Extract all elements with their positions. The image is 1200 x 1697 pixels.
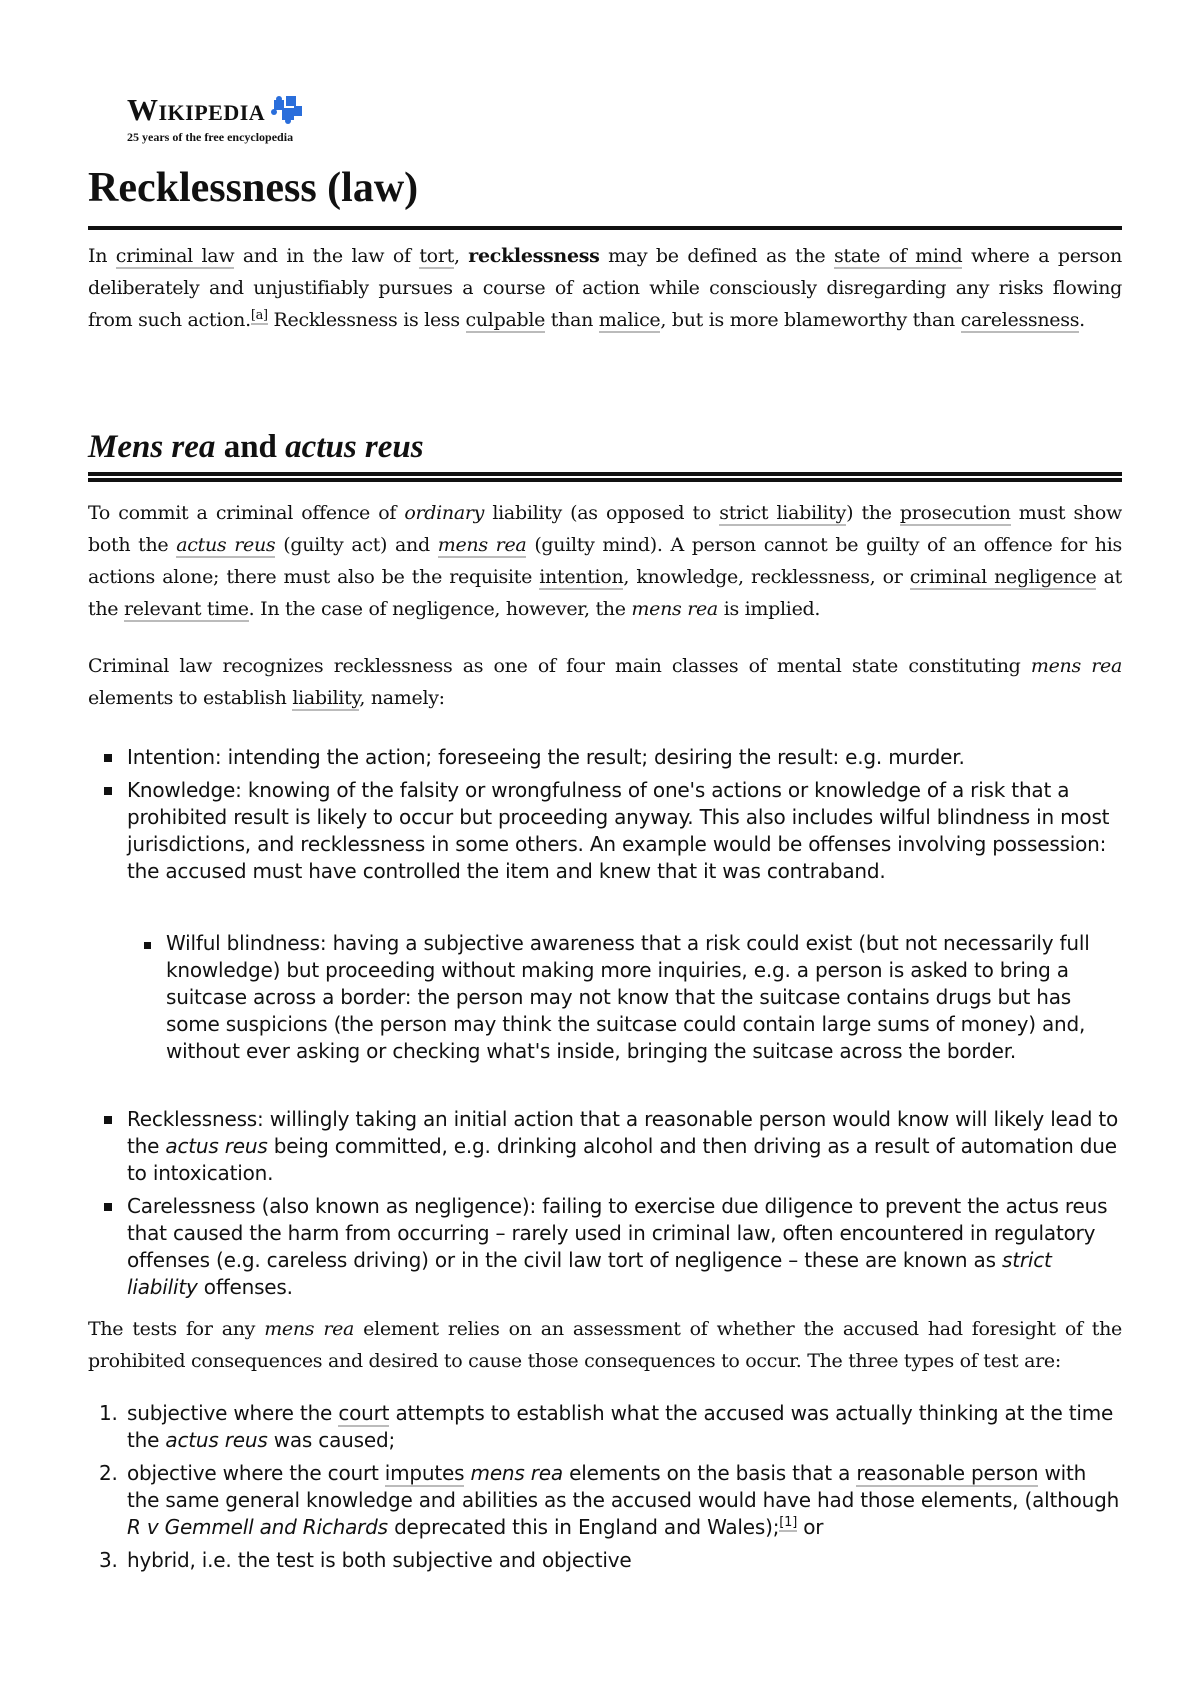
bullet-icon xyxy=(104,1116,112,1124)
link-court[interactable]: court xyxy=(338,1401,390,1425)
paragraph-actus-reus: To commit a criminal offence of ordinary liability (as opposed to strict liability) the prosecution must show both the actus reus (guilty act) and mens rea (guilty mind). A person cannot be guilty of an offence for his actions alone; there must also be the requisite intention, knowledge, recklessness, or criminal negligence at the relevant time. In the case of negligence, however, the mens rea is implied. xyxy=(88,502,1122,620)
link-carelessness[interactable]: carelessness xyxy=(960,309,1080,331)
puzzle-globe-icon xyxy=(268,92,304,128)
bullet-icon xyxy=(144,942,151,949)
list-item: 2. objective where the court imputes mens rea elements on the basis that a reasonable person with the same general knowledge and abilities as the accused would have had those elements, (although R v Gemmell and Richards deprecated this in England and Wales);[1] or xyxy=(99,1461,1120,1539)
list-item: 3. hybrid, i.e. the test is both subjective and objective xyxy=(99,1548,632,1572)
link-mens-rea[interactable]: mens rea xyxy=(437,534,527,556)
logo-wordmark: Wikipedia xyxy=(127,92,266,127)
list-item: Intention: intending the action; foreseeing the result; desiring the result: e.g. murder. xyxy=(127,744,1122,771)
link-imputes[interactable]: imputes xyxy=(384,1461,465,1485)
list-item: Carelessness (also known as negligence): failing to exercise due diligence to prevent the actus reus that caused the harm from occurring – rarely used in criminal law, often encountered in regulatory offenses (e.g. careless driving) or in the civil law tort of negligence – these are known as strict liability offenses. xyxy=(127,1193,1122,1301)
link-tort[interactable]: tort xyxy=(419,245,454,267)
paragraph-tests: The tests for any mens rea element relies on an assessment of whether the accused had foresight of the prohibited consequences and desired to cause those consequences to occur. The three types of test are: xyxy=(88,1318,1123,1372)
link-actus-reus[interactable]: actus reus xyxy=(176,534,276,556)
test-types-list xyxy=(99,1400,1122,1580)
page-title: Recklessness (law) xyxy=(88,165,419,211)
bullet-icon xyxy=(104,1203,112,1211)
mental-state-list xyxy=(127,744,1122,897)
mental-state-list-continued xyxy=(127,1106,1122,1307)
list-item: Recklessness: willingly taking an initial action that a reasonable person would know will likely lead to the actus reus being committed, e.g. drinking alcohol and then driving as a result of automation due to intoxication. xyxy=(127,1106,1122,1187)
link-culpable[interactable]: culpable xyxy=(465,309,546,331)
link-malice[interactable]: malice xyxy=(598,309,661,331)
link-strict-liability[interactable]: strict liability xyxy=(719,502,847,524)
link-criminal-law[interactable]: criminal law xyxy=(115,245,235,267)
paragraph-classes: Criminal law recognizes recklessness as one of four main classes of mental state constituting mens rea elements to establish liability, namely: xyxy=(88,655,1123,709)
list-item: Wilful blindness: having a subjective awareness that a risk could exist (but not necessarily full knowledge) but proceeding without making more inquiries, e.g. a person is asked to bring a suitcase across a border: the person may not know that the suitcase contains drugs but has some suspicions (the person may think the suitcase could contain large sums of money) and, without ever asking or checking what's inside, bringing the suitcase across the border. xyxy=(166,930,1122,1065)
link-reasonable-person[interactable]: reasonable person xyxy=(856,1461,1039,1485)
link-criminal-negligence[interactable]: criminal negligence xyxy=(909,566,1097,588)
mental-state-sublist xyxy=(166,930,1122,1071)
bullet-icon xyxy=(104,754,112,762)
footnote-1[interactable]: [1] xyxy=(779,1515,798,1531)
bullet-icon xyxy=(104,787,112,795)
lead-paragraph: In criminal law and in the law of tort, recklessness may be defined as the state of mind where a person deliberately and unjustifiably pursues a course of action while consciously disregarding any risks flowing from such action.[a] Recklessness is less culpable than malice, but is more blameworthy than carelessness. xyxy=(88,245,1122,331)
logo-tagline: 25 years of the free encyclopedia xyxy=(127,130,294,144)
link-intention[interactable]: intention xyxy=(539,566,624,588)
wikipedia-logo[interactable] xyxy=(127,92,304,145)
link-relevant-time[interactable]: relevant time xyxy=(123,598,249,620)
footnote-a[interactable]: [a] xyxy=(250,307,268,323)
list-item: Knowledge: knowing of the falsity or wrongfulness of one's actions or knowledge of a risk that a prohibited result is likely to occur but proceeding anyway. This also includes wilful blindness in most jurisdictions, and recklessness in some others. An example would be offenses involving possession: the accused must have controlled the item and knew that it was contraband. xyxy=(127,777,1122,885)
link-prosecution[interactable]: prosecution xyxy=(899,502,1011,524)
link-state-of-mind[interactable]: state of mind xyxy=(833,245,963,267)
section-underline xyxy=(88,472,1122,482)
list-item: 1. subjective where the court attempts to establish what the accused was actually thinking at the time the actus reus was caused; xyxy=(99,1401,1114,1452)
title-underline xyxy=(88,226,1122,230)
link-liability[interactable]: liability xyxy=(292,687,360,709)
section-heading-mens-rea: Mens rea and actus reus xyxy=(88,429,424,465)
